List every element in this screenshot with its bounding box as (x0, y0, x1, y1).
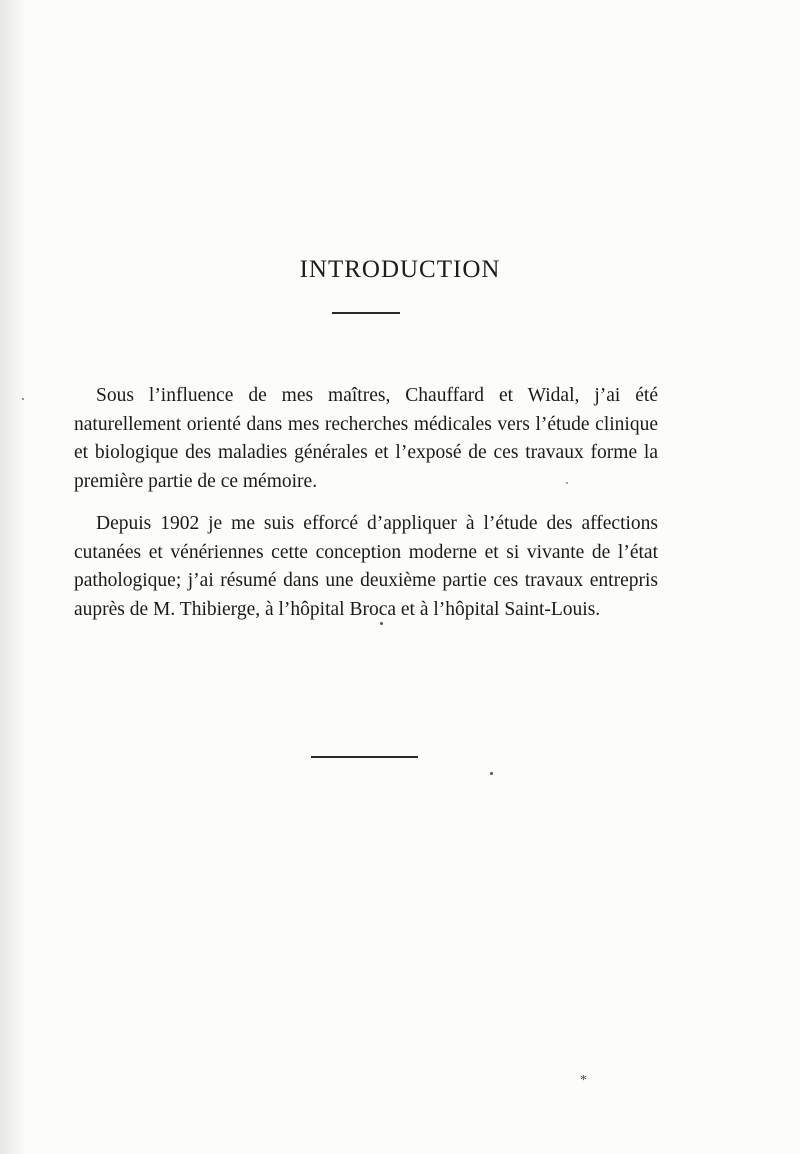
ink-speck (380, 622, 383, 625)
scan-edge-shading (0, 0, 26, 1154)
paragraph-2: Depuis 1902 je me suis efforcé d’appliquer à l’étude des affections cutanées et vénériennes cette conception moderne et si vivante de l’état pathologique; j’ai résumé dans une deuxième partie ces travaux entrepris auprès de M. Thibierge, à l’hôpital Broca et à l’hôpital Saint-Louis. (74, 513, 658, 620)
ink-speck (490, 772, 493, 775)
page-title: INTRODUCTION (299, 256, 501, 283)
ink-speck (566, 482, 568, 484)
paragraph-1: Sous l’influence de mes maîtres, Chauffard et Widal, j’ai été naturellement orienté dans mes recherches médicales vers l’étude clinique et biologique des maladies générales et l’exposé de ces travaux forme la première partie de ce mémoire. (74, 385, 658, 492)
end-divider (311, 756, 418, 758)
page-mark: * (580, 1073, 587, 1088)
ink-speck (22, 398, 24, 400)
title-divider (332, 312, 400, 314)
